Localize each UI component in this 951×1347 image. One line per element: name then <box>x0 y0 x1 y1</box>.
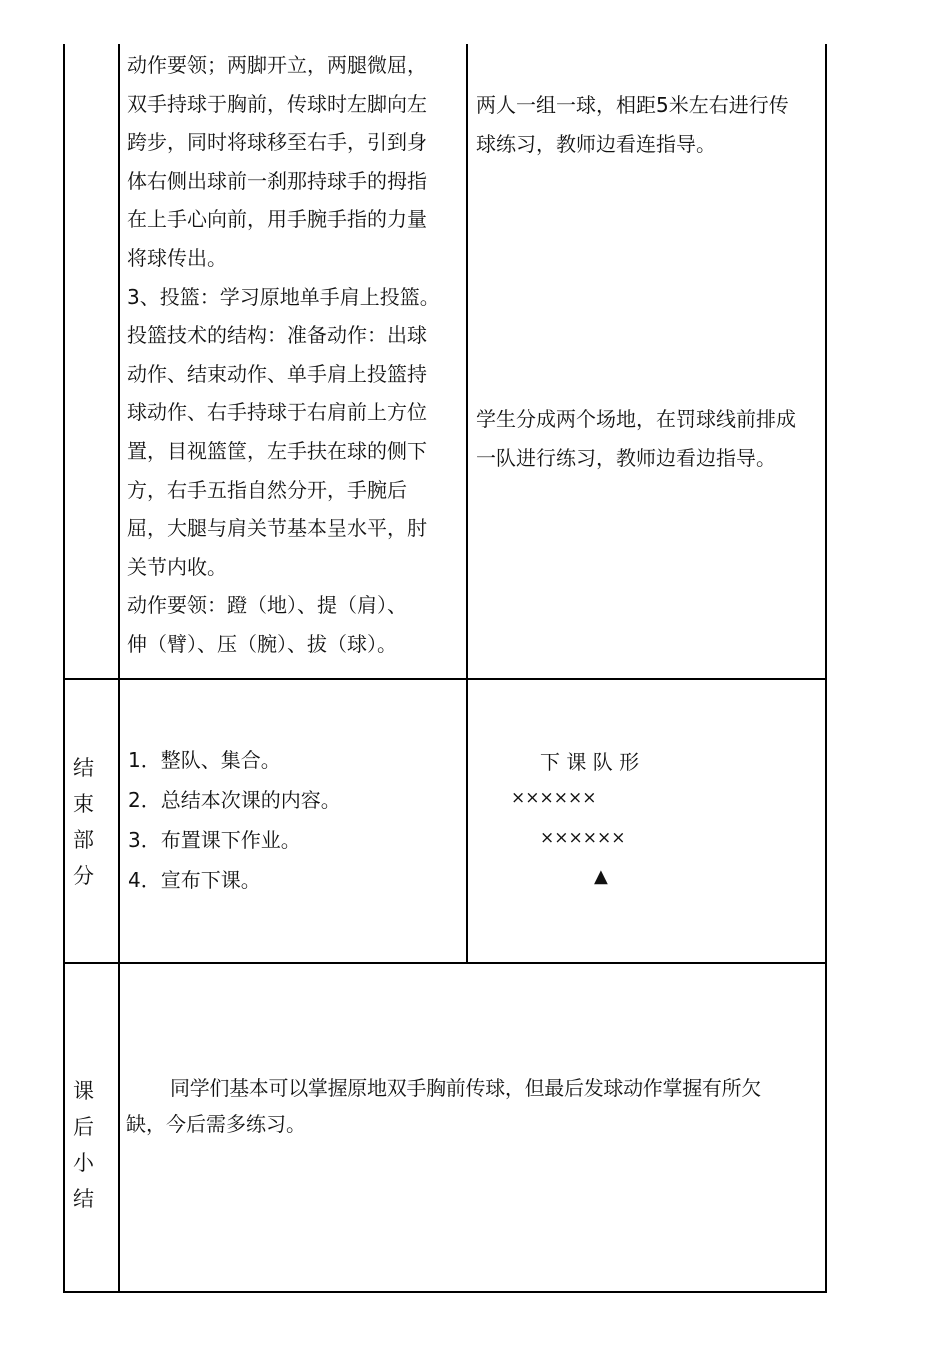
label-char: 分 <box>73 864 94 888</box>
content-line: 跨步，同时将球移至右手，引到身 <box>127 130 427 155</box>
lesson-summary-text <box>126 1070 826 1142</box>
label-char: 小 <box>73 1151 94 1175</box>
org-line: 两人一组一球，相距5米左右进行传 <box>476 93 789 117</box>
content-line: 关节内收。 <box>127 554 227 579</box>
organization-text-shooting <box>476 400 796 477</box>
content-line: 置，目视篮筐，左手扶在球的侧下 <box>127 438 427 463</box>
table-border-bottom <box>63 1291 827 1293</box>
teacher-triangle-icon: ▲ <box>594 866 608 887</box>
content-line: 体右侧出球前一刹那持球手的拇指 <box>127 168 427 193</box>
ending-item: 4．宣布下课。 <box>128 868 261 892</box>
label-char: 结 <box>73 756 94 780</box>
content-line: 将球传出。 <box>127 245 227 270</box>
content-line: 3、投篮：学习原地单手肩上投篮。 <box>127 284 440 309</box>
content-line: 伸（臂）、压（腕）、拔（球）。 <box>127 631 397 656</box>
table-divider-content <box>466 44 468 963</box>
formation-row-2: ×××××× <box>540 828 626 848</box>
table-border-left <box>63 44 65 1292</box>
summary-line: 同学们基本可以掌握原地双手胸前传球，但最后发球动作掌握有所欠 <box>170 1076 761 1100</box>
content-line: 球动作、右手持球于右肩前上方位 <box>127 400 427 425</box>
row-divider-2 <box>63 962 827 964</box>
content-line: 在上手心向前，用手腕手指的力量 <box>127 207 427 232</box>
content-line: 屈，大腿与肩关节基本呈水平，肘 <box>127 516 427 541</box>
label-char: 课 <box>73 1079 94 1103</box>
ending-item: 1．整队、集合。 <box>128 748 281 772</box>
content-line: 投篮技术的结构：准备动作：出球 <box>127 323 427 348</box>
row-divider-1 <box>63 678 827 680</box>
label-char: 部 <box>73 828 94 852</box>
label-char: 后 <box>73 1115 94 1139</box>
content-line: 动作要领；两脚开立，两腿微屈， <box>127 53 427 77</box>
ending-items-list <box>128 740 341 900</box>
summary-section-label <box>73 1073 113 1217</box>
org-line: 学生分成两个场地，在罚球线前排成 <box>476 407 796 431</box>
table-divider-label <box>118 44 120 1292</box>
label-char: 结 <box>73 1187 94 1211</box>
formation-title: 下 课 队 形 <box>540 750 640 774</box>
ending-item: 2．总结本次课的内容。 <box>128 788 341 812</box>
org-line: 球练习，教师边看连指导。 <box>476 131 716 156</box>
content-line: 动作要领：蹬（地）、提（肩）、 <box>127 593 407 618</box>
organization-text-passing <box>476 86 789 163</box>
summary-line: 缺，今后需多练习。 <box>126 1112 306 1136</box>
teaching-content-text <box>127 46 440 664</box>
content-line: 双手持球于胸前，传球时左脚向左 <box>127 91 427 116</box>
org-line: 一队进行练习，教师边看边指导。 <box>476 445 776 470</box>
content-line: 方，右手五指自然分开，手腕后 <box>127 477 407 502</box>
label-char: 束 <box>73 792 94 816</box>
ending-section-label <box>73 750 113 894</box>
ending-item: 3．布置课下作业。 <box>128 828 301 852</box>
formation-row-1: ×××××× <box>511 788 597 808</box>
content-line: 动作、结束动作、单手肩上投篮持 <box>127 361 427 386</box>
